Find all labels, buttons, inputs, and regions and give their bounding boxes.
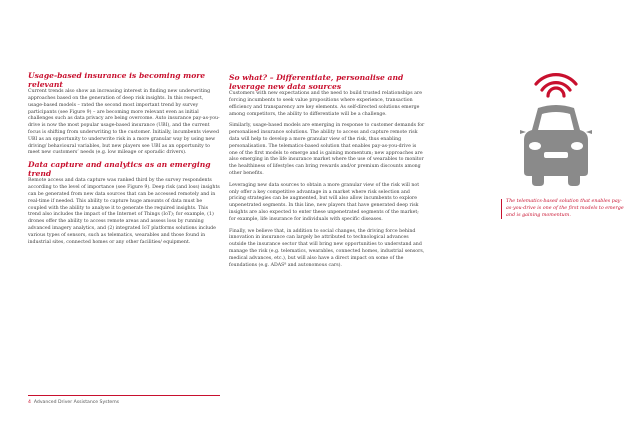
para-data-capture: Remote access and data capture was ranked third by the survey respondents according to the level of importance (see Figure 9). Deep risk (and loss) insights can be generated from new data sources that can be accessed remotely and in real-time if needed. This ability to capture huge amounts of data must be coupled with the ability to analyse it to generate the required insights. This trend also includes the impact of the Internet of Things (IoT); for example, (1) drones offer the ability to access remote areas and assess loss by running advanced imagery analytics, and (2) integrated IoT platforms solutions include various types of sensors, such as telematics, wearables and those found in industrial sites, connected homes or any other facilities/ equipment.: [28, 178, 220, 245]
footer-divider: [28, 395, 220, 396]
heading-so-what: So what? – Differentiate, personalise and leverage new data sources: [229, 73, 404, 91]
para-usage-based: Current trends also show an increasing interest in finding new underwriting approaches based on the generation of deep risk insights. In this respect, usage-based models – rated the second most important trend by survey participants (see Figure 9) – are becoming more relevant even as initial challenges such as data privacy are being overcome. Auto insurance pay-as-you-drive is now the most popular usage-based insurance (UBI), and the current focus is shifting from underwriting to the customer. Initially, incumbents viewed UBI as an opportunity to underwrite risk in a more granular way by using new driving/ behavioural variables, but new players see UBI as an opportunity to meet new customers’ needs (e.g. low mileage or sporadic drivers).: [28, 89, 220, 156]
para-usage-models: Similarly, usage-based models are emerging in response to customer demands for personalised insurance solutions. The ability to access and capture remote risk data will help to develop a more granular view of the risk, thus enabling personalisation. The telematics-based solution that enables pay-as-you-drive is one of the first models to emerge and is gaining momentum; new approaches are also emerging in the life insurance market where the use of wearables to monitor the healthiness of lifestyles can bring rewards and/or premium discounts among other benefits.: [229, 123, 425, 176]
para-new-data: Leveraging new data sources to obtain a more granular view of the risk will not only offer a key competitive advantage in a market where risk selection and pricing strategies can be augmented, but will also allow incumbents to explore unpenetrated segments. In this line, new players that have generated deep risk insights are also expected to enter these unpenetrated segments of the market; for example, life insurance for individuals with specific diseases.: [229, 182, 420, 222]
heading-usage-based: Usage-based insurance is becoming more relevant: [28, 71, 206, 89]
page-footer: [28, 400, 119, 405]
footer-title: Advanced Driver Assistance Systems: [33, 400, 120, 405]
page-number: 4: [28, 400, 31, 405]
middle-column: [229, 74, 425, 269]
left-column: [28, 72, 220, 246]
para-customers: Customers with new expectations and the need to build trusted relationships are forcing incumbents to seek value propositions where experience, transaction efficiency and transparency are key elements. As self-directed solutions emerge among competitors, the ability to differentiate will be a challenge.: [229, 91, 422, 117]
connected-car-icon: [518, 70, 594, 190]
para-finally: Finally, we believe that, in addition to social changes, the driving force behind innovation in insurance can largely be attributed to technological advances outside the insurance sector that will bring new opportunities to understand and manage the risk (e.g. telematics, wearables, connected homes, industrial sensors, medical advances, etc.), but will also have a direct impact on some of the foundations (e.g. ADAS⁸ and autonomous cars).: [229, 228, 425, 268]
sidebar-caption: The telematics-based solution that enables pay-as-you-drive is one of the first models to emerge and is gaining momentum.: [501, 199, 624, 219]
heading-data-capture: Data capture and analytics as an emerging trend: [28, 160, 211, 178]
